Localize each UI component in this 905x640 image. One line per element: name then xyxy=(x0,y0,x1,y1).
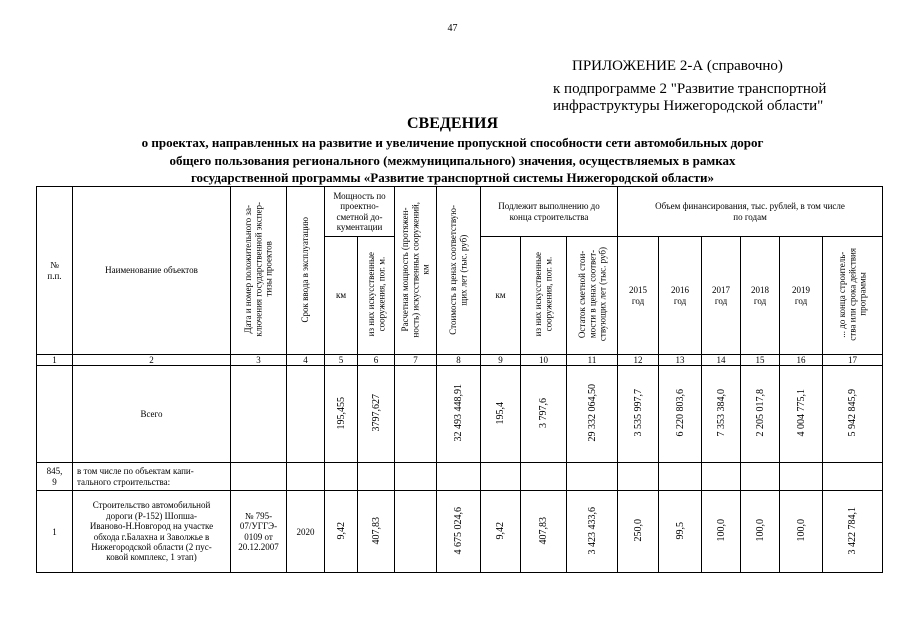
column-number: 11 xyxy=(567,355,618,366)
column-number-row xyxy=(37,355,883,366)
subtotal-empty-cell xyxy=(437,463,481,491)
header-calc-capacity: Расчетная мощность (протяжен- ность) искусственных сооружений, км xyxy=(395,187,437,355)
header-cost: Стоимость в ценах соответствую- щих лет (тыс. руб) xyxy=(437,187,481,355)
row-2015: 250,0 xyxy=(618,491,659,573)
header-rem-km: км xyxy=(481,237,521,355)
row-cost: 4 675 024,6 xyxy=(437,491,481,573)
column-number: 8 xyxy=(437,355,481,366)
header-cap-km: км xyxy=(325,237,358,355)
header-financing-group: Объем финансирования, тыс. рублей, в том числе по годам xyxy=(618,187,883,237)
header-name: Наименование объектов xyxy=(73,187,231,355)
header-2016: 2016 год xyxy=(659,237,702,355)
row-until-end: 3 422 784,1 xyxy=(823,491,883,573)
table-row xyxy=(37,491,883,573)
column-number: 16 xyxy=(780,355,823,366)
total-cap-structures: 3797,627 xyxy=(358,366,395,463)
row-num: 1 xyxy=(37,491,73,573)
total-2017: 7 353 384,0 xyxy=(702,366,741,463)
total-num-cell xyxy=(37,366,73,463)
document-subtitle-line-1: о проектах, направленных на развитие и увеличение пропускной способности сети автомобильных дорог xyxy=(141,135,764,150)
appendix-reference-line-2: инфраструктуры Нижегородской области" xyxy=(553,98,824,114)
row-cap-km: 9,42 xyxy=(325,491,358,573)
row-2019: 100,0 xyxy=(780,491,823,573)
subtotal-empty-cell xyxy=(481,463,521,491)
header-2015: 2015 год xyxy=(618,237,659,355)
row-2017: 100,0 xyxy=(702,491,741,573)
total-commissioning-cell xyxy=(287,366,325,463)
total-rem-cost: 29 332 064,50 xyxy=(567,366,618,463)
column-number: 1 xyxy=(37,355,73,366)
subtotal-row xyxy=(37,463,883,491)
table-header-row-1 xyxy=(37,187,883,237)
subtotal-empty-cell xyxy=(618,463,659,491)
row-cap-structures: 407,83 xyxy=(358,491,395,573)
subtotal-empty-cell xyxy=(231,463,287,491)
header-2017: 2017 год xyxy=(702,237,741,355)
subtotal-num: 845, 9 xyxy=(37,463,73,491)
subtotal-empty-cell xyxy=(823,463,883,491)
appendix-title: ПРИЛОЖЕНИЕ 2-А (справочно) xyxy=(572,58,783,74)
total-cap-km: 195,455 xyxy=(325,366,358,463)
row-commissioning: 2020 xyxy=(287,491,325,573)
column-number: 4 xyxy=(287,355,325,366)
header-commissioning: Срок ввода в эксплуатацию xyxy=(287,187,325,355)
subtotal-empty-cell xyxy=(780,463,823,491)
total-calc-capacity-cell xyxy=(395,366,437,463)
column-number: 17 xyxy=(823,355,883,366)
subtotal-empty-cell xyxy=(659,463,702,491)
total-cost: 32 493 448,91 xyxy=(437,366,481,463)
subtotal-empty-cell xyxy=(741,463,780,491)
column-number: 13 xyxy=(659,355,702,366)
row-2018: 100,0 xyxy=(741,491,780,573)
document-title: СВЕДЕНИЯ xyxy=(406,115,499,132)
projects-table xyxy=(36,186,883,573)
header-capacity-group: Мощность по проектно- сметной до- кументации xyxy=(325,187,395,237)
column-number: 6 xyxy=(358,355,395,366)
subtotal-empty-cell xyxy=(567,463,618,491)
subtotal-empty-cell xyxy=(325,463,358,491)
column-number: 9 xyxy=(481,355,521,366)
column-number: 2 xyxy=(73,355,231,366)
subtotal-empty-cell xyxy=(521,463,567,491)
column-number: 5 xyxy=(325,355,358,366)
subtotal-empty-cell xyxy=(395,463,437,491)
total-2018: 2 205 017,8 xyxy=(741,366,780,463)
total-rem-structures: 3 797,6 xyxy=(521,366,567,463)
row-2016: 99,5 xyxy=(659,491,702,573)
total-expertise-cell xyxy=(231,366,287,463)
column-number: 10 xyxy=(521,355,567,366)
total-label: Всего xyxy=(73,366,231,463)
column-number: 7 xyxy=(395,355,437,366)
document-subtitle-line-2: общего пользования регионального (межмуниципального) значения, осуществляемых в рамках xyxy=(169,153,736,168)
total-rem-km: 195,4 xyxy=(481,366,521,463)
row-rem-km: 9,42 xyxy=(481,491,521,573)
row-rem-structures: 407,83 xyxy=(521,491,567,573)
subtotal-empty-cell xyxy=(287,463,325,491)
column-number: 14 xyxy=(702,355,741,366)
page-number: 47 xyxy=(447,23,458,34)
header-expertise: Дата и номер положительного за- ключения государственной экспер- тизы проектов xyxy=(231,187,287,355)
header-rem-structures: из них искусственные сооружения, пог. м. xyxy=(521,237,567,355)
total-2019: 4 004 775,1 xyxy=(780,366,823,463)
column-number: 15 xyxy=(741,355,780,366)
header-until-end: ... до конца строитель- ства или срока действия программы xyxy=(823,237,883,355)
header-2019: 2019 год xyxy=(780,237,823,355)
row-rem-cost: 3 423 433,6 xyxy=(567,491,618,573)
document-subtitle-line-3: государственной программы «Развитие транспортной системы Нижегородской области» xyxy=(190,170,715,185)
total-until-end: 5 942 845,9 xyxy=(823,366,883,463)
row-calc-capacity-cell xyxy=(395,491,437,573)
header-remaining-group: Подлежит выполнению до конца строительства xyxy=(481,187,618,237)
column-number: 3 xyxy=(231,355,287,366)
row-object-name: Строительство автомобильной дороги (Р-152) Шопша- Иваново-Н.Новгород на участке обхода г.Балахна и Заволжье в Нижегородской области (2 пус- ковой комплекс, 1 этап) xyxy=(73,491,231,573)
row-expertise: № 795- 07/УГГЭ- 0109 от 20.12.2007 xyxy=(231,491,287,573)
subtotal-label: в том числе по объектам капи- тального строительства: xyxy=(73,463,231,491)
header-2018: 2018 год xyxy=(741,237,780,355)
total-2016: 6 220 803,6 xyxy=(659,366,702,463)
subtotal-empty-cell xyxy=(358,463,395,491)
subtotal-empty-cell xyxy=(702,463,741,491)
column-number: 12 xyxy=(618,355,659,366)
header-rem-cost: Остаток сметной стои- мости в ценах соответ- ствующих лет (тыс. руб) xyxy=(567,237,618,355)
total-row xyxy=(37,366,883,463)
header-cap-structures: из них искусственные сооружения, пог. м. xyxy=(358,237,395,355)
appendix-reference-line-1: к подпрограмме 2 "Развитие транспортной xyxy=(553,81,827,97)
header-num: № п.п. xyxy=(37,187,73,355)
total-2015: 3 535 997,7 xyxy=(618,366,659,463)
